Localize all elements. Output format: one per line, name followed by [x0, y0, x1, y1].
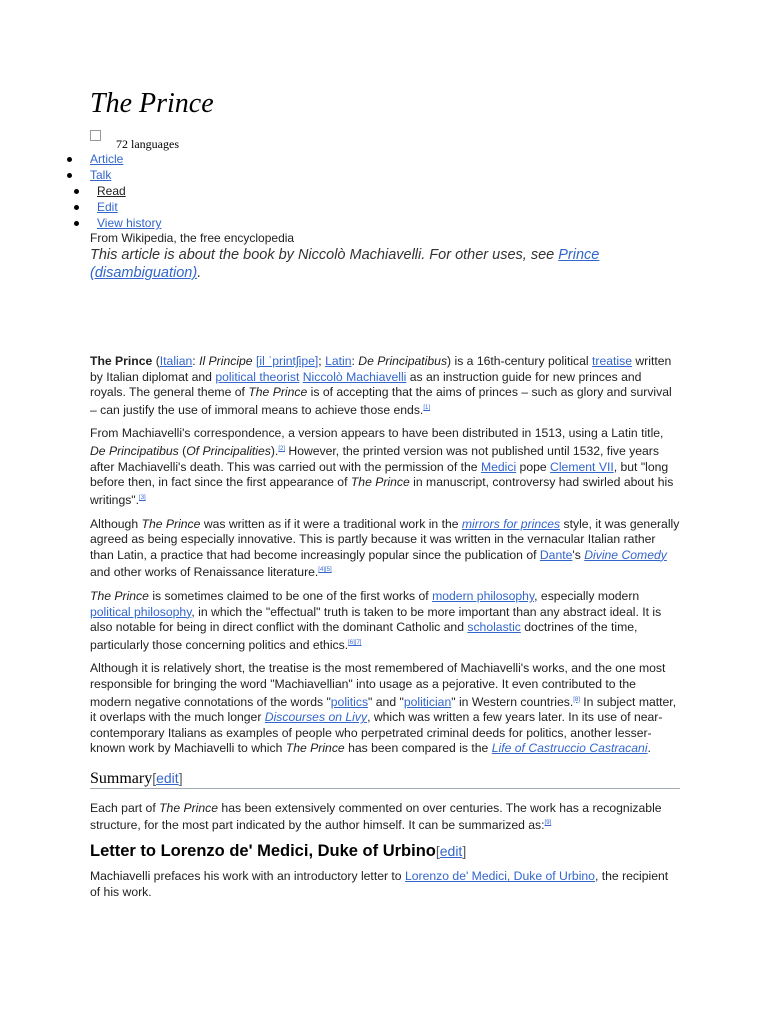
- text: written by Italian diplomat and: [90, 354, 672, 384]
- paragraph-3: [90, 517, 680, 581]
- tab-edit[interactable]: Edit: [97, 200, 118, 214]
- text: , in which the "effectual" truth is taken to be more important than any abstract ideal. It is also notable for being in direct conflict with the dominant Catholic and: [90, 604, 662, 635]
- citation-link[interactable]: [8]: [573, 696, 580, 703]
- bracket: ]: [462, 842, 467, 859]
- language-selector[interactable]: [90, 129, 179, 152]
- text: ;: [318, 354, 326, 368]
- link-treatise[interactable]: treatise: [592, 354, 632, 368]
- italic-text: De Principatibus: [90, 444, 179, 459]
- text: " and ": [368, 694, 404, 709]
- heading-text: Summary: [90, 770, 153, 788]
- text: , the recipient of his work.: [90, 869, 669, 900]
- section-heading-summary: [90, 771, 680, 789]
- text: and other works of Renaissance literature.: [90, 565, 319, 580]
- bracket: [: [152, 770, 157, 787]
- bold-title: The Prince: [90, 354, 153, 368]
- text: was written as if it were a traditional work in the: [200, 516, 462, 531]
- text: However, the printed version was not published until 1532, five years after Machiavelli's death. This was carried out with the permission of the: [90, 444, 659, 474]
- text: ) is a 16th-century political: [447, 354, 593, 368]
- hatnote-end: .: [197, 265, 202, 281]
- link-discourses-on-livy[interactable]: Discourses on Livy: [264, 710, 368, 725]
- text: 's: [572, 547, 585, 562]
- text: :: [351, 354, 359, 368]
- italic-text: The Prince: [350, 475, 410, 490]
- italic-text: Il Principe: [199, 354, 253, 368]
- text: has been extensively commented on over centuries. The work has a recognizable structure, for the most part indicated by the author himself. It can be summarized as:: [90, 800, 662, 833]
- link-politician[interactable]: politician: [403, 694, 452, 709]
- link-medici[interactable]: Medici: [480, 459, 517, 474]
- hatnote: [90, 246, 650, 282]
- link-scholastic[interactable]: scholastic: [467, 620, 521, 635]
- citation-link[interactable]: [3]: [139, 494, 146, 501]
- text: has been compared is the: [344, 741, 492, 756]
- text: .: [647, 741, 651, 756]
- link-political-philosophy[interactable]: political philosophy: [90, 604, 192, 619]
- link-modern-philosophy[interactable]: modern philosophy: [432, 588, 535, 603]
- section-heading-letter: [90, 841, 680, 860]
- language-count[interactable]: 72 languages: [116, 137, 179, 151]
- text: doctrines of the time, particularly those concerning politics and ethics.: [90, 620, 638, 652]
- bullet-icon: [74, 205, 79, 210]
- text: , especially modern: [534, 588, 640, 603]
- link-disambiguation[interactable]: Prince (disambiguation): [90, 247, 600, 281]
- edit-section-link[interactable]: edit: [439, 842, 463, 859]
- text: style, it was generally agreed as being especially innovative. This is partly because it was written in the vernacular Italian rather than Latin, a practice that had become increasingly popular since the publication of: [90, 516, 680, 562]
- text: ).: [270, 444, 279, 459]
- paragraph-letter: [90, 869, 680, 900]
- text: is sometimes claimed to be one of the first works of: [148, 588, 433, 603]
- link-mirrors-for-princes[interactable]: mirrors for princes: [461, 516, 561, 531]
- italic-text: The Prince: [90, 588, 149, 603]
- italic-text: The Prince: [141, 516, 201, 531]
- link-political-theorist[interactable]: political theorist: [215, 369, 300, 384]
- language-checkbox-icon[interactable]: [90, 130, 101, 141]
- paragraph-summary: [90, 801, 680, 834]
- page-title: The Prince: [90, 88, 214, 119]
- site-subtitle: From Wikipedia, the free encyclopedia: [90, 231, 295, 245]
- text: " in Western countries.: [451, 694, 574, 709]
- text: pope: [516, 459, 551, 474]
- text: Although it is relatively short, the treatise is the most remembered of Machiavelli's works, and the one most responsible for bringing the word "Machiavellian" into usage as a pejorative. It even contributed to the modern negative connotations of the words ": [90, 661, 666, 709]
- tab-view-history[interactable]: View history: [97, 216, 162, 230]
- text: as an instruction guide for new princes and royals. The general theme of: [90, 369, 642, 400]
- link-niccolo-machiavelli[interactable]: Niccolò Machiavelli: [302, 369, 407, 384]
- text: , which was written a few years later. In its use of near-contemporary Italians as examples of people who perpetrated criminal deeds for politics, another lesser-known work by Machiavelli to which: [90, 710, 663, 756]
- text: is of accepting that the aims of princes – such as glory and survival – can justify the use of immoral means to achieve those ends.: [90, 385, 672, 417]
- citation-link[interactable]: [9]: [544, 820, 552, 827]
- text: Each part of: [90, 800, 160, 815]
- citation-link[interactable]: [6][7]: [348, 639, 362, 646]
- citation-link[interactable]: [1]: [423, 404, 430, 411]
- text: From Machiavelli's correspondence, a version appears to have been distributed in 1513, using a Latin title,: [90, 426, 664, 441]
- text: in manuscript, controversy had swirled about his writings".: [90, 475, 674, 507]
- link-politics[interactable]: politics: [330, 694, 369, 709]
- paragraph-2: [90, 426, 680, 508]
- hatnote-text: This article is about the book by Niccolò Machiavelli. For other uses, see: [90, 247, 559, 263]
- paragraph-5: [90, 661, 680, 757]
- italic-text: The Prince: [248, 385, 308, 400]
- link-divine-comedy[interactable]: Divine Comedy: [584, 547, 667, 562]
- text: (: [152, 354, 160, 368]
- link-dante[interactable]: Dante: [539, 547, 573, 562]
- tab-read[interactable]: Read: [97, 184, 126, 198]
- bracket: ]: [178, 770, 183, 787]
- bullet-icon: [74, 221, 79, 226]
- link-ipa[interactable]: [il ˈprintʃipe]: [255, 354, 319, 368]
- text: In subject matter, it overlaps with the much longer: [90, 694, 677, 725]
- heading-text: Letter to Lorenzo de' Medici, Duke of Urbino: [90, 841, 436, 860]
- text: Although: [90, 516, 142, 531]
- bracket: [: [435, 842, 440, 859]
- link-clement-vii[interactable]: Clement VII: [550, 459, 614, 474]
- link-life-of-castruccio[interactable]: Life of Castruccio Castracani: [491, 741, 648, 756]
- text: Machiavelli prefaces his work with an introductory letter to: [90, 869, 405, 884]
- bullet-icon: [67, 157, 72, 162]
- paragraph-intro: [90, 354, 680, 418]
- bullet-icon: [74, 189, 79, 194]
- bullet-icon: [67, 173, 72, 178]
- text: (: [178, 444, 187, 459]
- italic-text: De Principatibus: [358, 354, 448, 368]
- italic-text: Of Principalities: [186, 444, 271, 459]
- italic-text: The Prince: [285, 741, 345, 756]
- paragraph-4: [90, 589, 680, 653]
- tab-article[interactable]: Article: [90, 152, 124, 166]
- text: :: [192, 354, 200, 368]
- link-latin[interactable]: Latin: [325, 354, 352, 368]
- article-body: [90, 354, 680, 909]
- link-italian[interactable]: Italian: [159, 354, 193, 368]
- edit-section-link[interactable]: edit: [156, 770, 179, 787]
- citation-link[interactable]: [4][5]: [318, 567, 332, 574]
- text: , but "long before then, in fact since the first appearance of: [90, 459, 669, 490]
- link-lorenzo-de-medici[interactable]: Lorenzo de' Medici, Duke of Urbino: [404, 869, 595, 884]
- italic-text: The Prince: [159, 800, 219, 815]
- tab-talk[interactable]: Talk: [90, 168, 112, 182]
- citation-link[interactable]: [2]: [278, 446, 285, 453]
